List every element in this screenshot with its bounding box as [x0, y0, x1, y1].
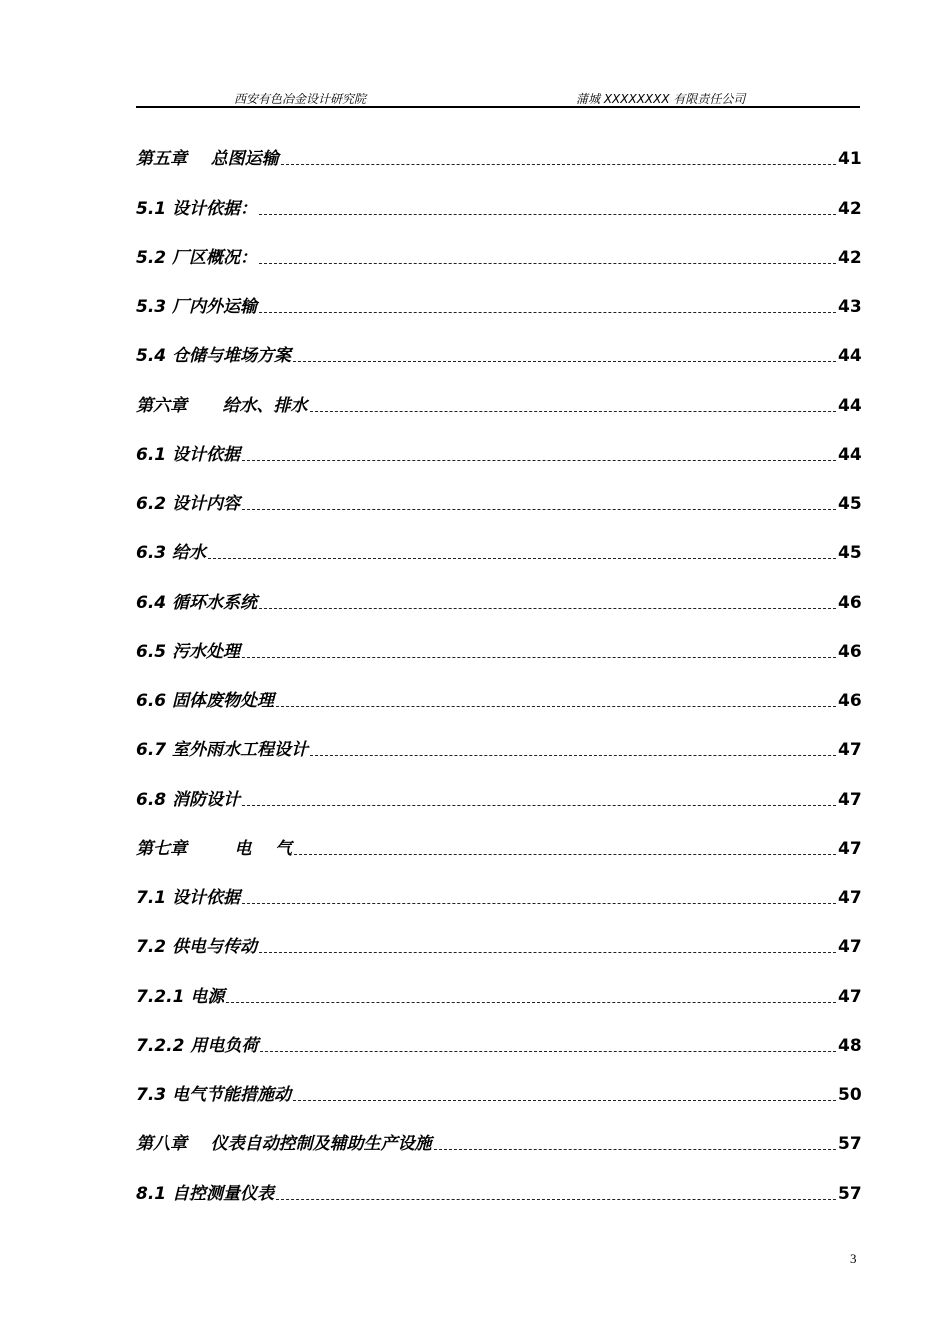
toc-entry-page: 47 — [838, 789, 862, 810]
toc-entry-page: 46 — [838, 641, 862, 662]
toc-entry-page: 44 — [838, 444, 862, 465]
toc-entry-page: 57 — [838, 1134, 862, 1155]
toc-entry[interactable] — [136, 1058, 860, 1107]
toc-leader-dashes — [208, 557, 836, 559]
toc-leader-dashes — [259, 311, 836, 313]
toc-entry[interactable] — [136, 861, 860, 910]
toc-entry-page: 48 — [838, 1035, 862, 1056]
toc-entry-page: 42 — [838, 198, 862, 219]
toc-entry[interactable] — [136, 713, 860, 762]
toc-entry[interactable] — [136, 910, 860, 959]
toc-entry-title: 5.4 仓储与堆场方案 — [136, 346, 292, 367]
toc-entry[interactable] — [136, 319, 860, 368]
toc-entry-title: 7.1 设计依据 — [136, 888, 241, 908]
toc-entry-title: 第八章 仪表自动控制及辅助生产设施 — [136, 1134, 432, 1155]
toc-leader-dashes — [259, 262, 836, 264]
toc-entry-title: 7.2 供电与传动 — [136, 937, 258, 958]
toc-entry[interactable] — [136, 565, 860, 614]
toc-entry-title: 6.8 消防设计 — [136, 789, 241, 810]
toc-entry-title: 6.4 循环水系统 — [136, 592, 258, 613]
toc-entry-page: 45 — [838, 543, 862, 564]
toc-entry-title: 7.2.1 电源 — [136, 986, 225, 1007]
toc-leader-dashes — [281, 163, 836, 165]
toc-leader-dashes — [242, 656, 836, 658]
toc-entry[interactable] — [136, 615, 860, 664]
toc-entry[interactable] — [136, 171, 860, 220]
table-of-contents — [136, 122, 860, 1206]
toc-entry-page: 46 — [838, 592, 862, 613]
toc-leader-dashes — [242, 459, 836, 461]
toc-leader-dashes — [259, 951, 836, 953]
toc-entry-page: 50 — [838, 1085, 862, 1105]
toc-entry[interactable] — [136, 221, 860, 270]
toc-entry-page: 47 — [838, 740, 862, 761]
toc-entry[interactable] — [136, 467, 860, 516]
toc-entry-title: 6.1 设计依据 — [136, 444, 241, 465]
toc-entry-page: 45 — [838, 494, 862, 514]
toc-entry[interactable] — [136, 516, 860, 565]
toc-entry-page: 44 — [838, 346, 862, 367]
toc-entry-title: 6.3 给水 — [136, 543, 207, 564]
toc-entry-page: 41 — [838, 149, 862, 170]
toc-entry-title: 7.3 电气节能措施动 — [136, 1085, 292, 1105]
toc-entry-title: 6.5 污水处理 — [136, 641, 241, 662]
toc-leader-dashes — [260, 1050, 836, 1052]
toc-entry-title: 6.7 室外雨水工程设计 — [136, 740, 309, 761]
toc-leader-dashes — [276, 705, 836, 707]
page-header — [136, 88, 860, 108]
toc-leader-dashes — [259, 213, 836, 215]
toc-entry-title: 5.1 设计依据： — [136, 198, 258, 219]
header-left-text: 西安有色冶金设计研究院 — [234, 92, 367, 106]
toc-entry-title: 第六章 给水、排水 — [136, 395, 308, 416]
toc-leader-dashes — [434, 1148, 836, 1150]
page-number: 3 — [850, 1251, 857, 1266]
toc-entry-title: 8.1 自控测量仪表 — [136, 1183, 275, 1204]
toc-leader-dashes — [293, 360, 836, 362]
toc-entry-page: 47 — [838, 888, 862, 908]
toc-chapter-entry[interactable] — [136, 1107, 860, 1156]
toc-entry-title: 5.3 厂内外运输 — [136, 297, 258, 317]
header-rule — [136, 106, 860, 108]
toc-entry[interactable] — [136, 1009, 860, 1058]
toc-entry-page: 47 — [838, 937, 862, 958]
toc-chapter-entry[interactable] — [136, 122, 860, 171]
toc-entry-title: 7.2.2 用电负荷 — [136, 1035, 259, 1056]
toc-entry-page: 44 — [838, 395, 862, 416]
toc-entry-page: 57 — [838, 1183, 862, 1204]
toc-entry-page: 43 — [838, 297, 862, 317]
toc-leader-dashes — [293, 1099, 836, 1101]
toc-entry-title: 第五章 总图运输 — [136, 149, 279, 170]
toc-entry[interactable] — [136, 270, 860, 319]
toc-entry-page: 47 — [838, 838, 862, 859]
toc-leader-dashes — [310, 410, 836, 412]
toc-leader-dashes — [226, 1001, 836, 1003]
toc-entry-page: 46 — [838, 691, 862, 711]
toc-leader-dashes — [242, 902, 836, 904]
header-right-text: 蒲城 XXXXXXXX 有限责任公司 — [576, 92, 746, 106]
toc-entry-page: 47 — [838, 986, 862, 1007]
toc-entry-title: 6.6 固体废物处理 — [136, 691, 275, 711]
toc-chapter-entry[interactable] — [136, 368, 860, 417]
toc-leader-dashes — [294, 853, 836, 855]
toc-leader-dashes — [310, 754, 836, 756]
toc-entry-title: 第七章 电 气 — [136, 838, 293, 859]
toc-entry-title: 5.2 厂区概况： — [136, 247, 258, 268]
toc-entry[interactable] — [136, 959, 860, 1008]
toc-entry[interactable] — [136, 418, 860, 467]
toc-leader-dashes — [276, 1198, 836, 1200]
toc-entry-title: 6.2 设计内容 — [136, 494, 241, 514]
toc-entry[interactable] — [136, 664, 860, 713]
toc-leader-dashes — [242, 804, 836, 806]
toc-chapter-entry[interactable] — [136, 812, 860, 861]
toc-leader-dashes — [242, 508, 836, 510]
toc-entry[interactable] — [136, 762, 860, 811]
toc-entry[interactable] — [136, 1156, 860, 1205]
toc-entry-page: 42 — [838, 247, 862, 268]
toc-leader-dashes — [259, 607, 836, 609]
